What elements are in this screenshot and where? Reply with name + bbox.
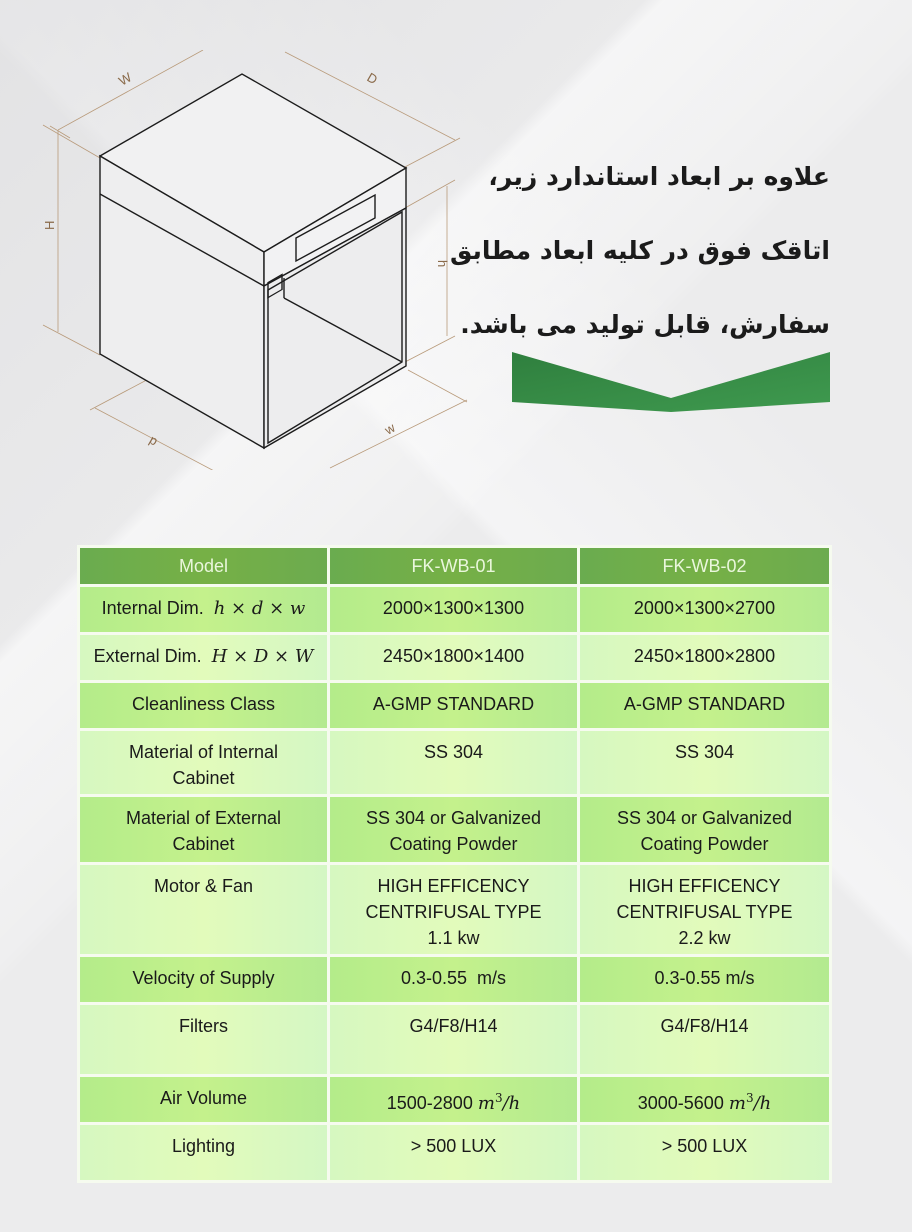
note-line-3: سفارش، قابل تولید می باشد.	[460, 310, 830, 339]
row-value-1: 2000×1300×1300	[329, 586, 579, 634]
svg-text:D: D	[364, 69, 381, 88]
table-header-row	[79, 547, 831, 586]
row-label: Velocity of Supply	[79, 956, 329, 1004]
table-row	[79, 634, 831, 682]
value-line: CENTRIFUSAL TYPE	[616, 902, 793, 922]
spec-table	[77, 545, 832, 1183]
row-label: Filters	[79, 1004, 329, 1076]
svg-text:d: d	[145, 433, 160, 451]
header-fk-wb-01: FK-WB-01	[329, 547, 579, 586]
row-value-1: > 500 LUX	[329, 1124, 579, 1182]
svg-text:H: H	[42, 220, 57, 230]
row-value-2: 0.3-0.55 m/s	[579, 956, 831, 1004]
row-value-2: 2450×1800×2800	[579, 634, 831, 682]
row-value-2: 2000×1300×2700	[579, 586, 831, 634]
table-row	[79, 864, 831, 956]
row-label: Internal Dim. h × d × w	[79, 586, 329, 634]
row-value-2: A-GMP STANDARD	[579, 682, 831, 730]
row-value-1: 2450×1800×1400	[329, 634, 579, 682]
row-label: Material of External Cabinet	[79, 796, 329, 864]
row-value-2: G4/F8/H14	[579, 1004, 831, 1076]
note-line-1: علاوه بر ابعاد استاندارد زیر،	[488, 162, 830, 191]
row-value-1: G4/F8/H14	[329, 1004, 579, 1076]
svg-text:h: h	[435, 260, 450, 268]
table-row	[79, 682, 831, 730]
row-value-1: SS 304 or Galvanized Coating Powder	[329, 796, 579, 864]
row-value-1: A-GMP STANDARD	[329, 682, 579, 730]
svg-text:W: W	[116, 69, 135, 89]
table-row	[79, 956, 831, 1004]
row-label: Material of Internal Cabinet	[79, 730, 329, 796]
value-line: HIGH EFFICENCY	[377, 876, 530, 896]
row-value-1	[329, 864, 579, 956]
row-label: Air Volume	[79, 1076, 329, 1124]
row-value-2: 3000-5600 $m^3/h$	[579, 1076, 831, 1124]
header-model: Model	[79, 547, 329, 586]
row-value-1: 0.3-0.55 m/s	[329, 956, 579, 1004]
value-line: CENTRIFUSAL TYPE	[365, 902, 542, 922]
svg-text:w: w	[382, 419, 398, 438]
note-line-2: اتاقک فوق در کلیه ابعاد مطابق	[450, 236, 830, 265]
table-row	[79, 586, 831, 634]
row-value-2	[579, 864, 831, 956]
value-line: 1.1 kw	[427, 928, 480, 948]
row-value-2: > 500 LUX	[579, 1124, 831, 1182]
row-value-2: SS 304 or Galvanized Coating Powder	[579, 796, 831, 864]
custom-dimensions-note	[450, 140, 830, 362]
row-label: Motor & Fan	[79, 864, 329, 956]
table-row	[79, 1124, 831, 1182]
row-label: Lighting	[79, 1124, 329, 1182]
row-value-1: SS 304	[329, 730, 579, 796]
table-row	[79, 1004, 831, 1076]
value-line: HIGH EFFICENCY	[628, 876, 781, 896]
table-row	[79, 1076, 831, 1124]
value-line: 2.2 kw	[678, 928, 731, 948]
row-value-1: 1500-2800 $m^3/h$	[329, 1076, 579, 1124]
table-row	[79, 796, 831, 864]
chevron-down-icon	[512, 352, 830, 412]
row-label: External Dim. H × D × W	[79, 634, 329, 682]
row-label: Cleanliness Class	[79, 682, 329, 730]
cabinet-dimension-diagram	[30, 50, 470, 470]
row-value-2: SS 304	[579, 730, 831, 796]
header-fk-wb-02: FK-WB-02	[579, 547, 831, 586]
table-row	[79, 730, 831, 796]
